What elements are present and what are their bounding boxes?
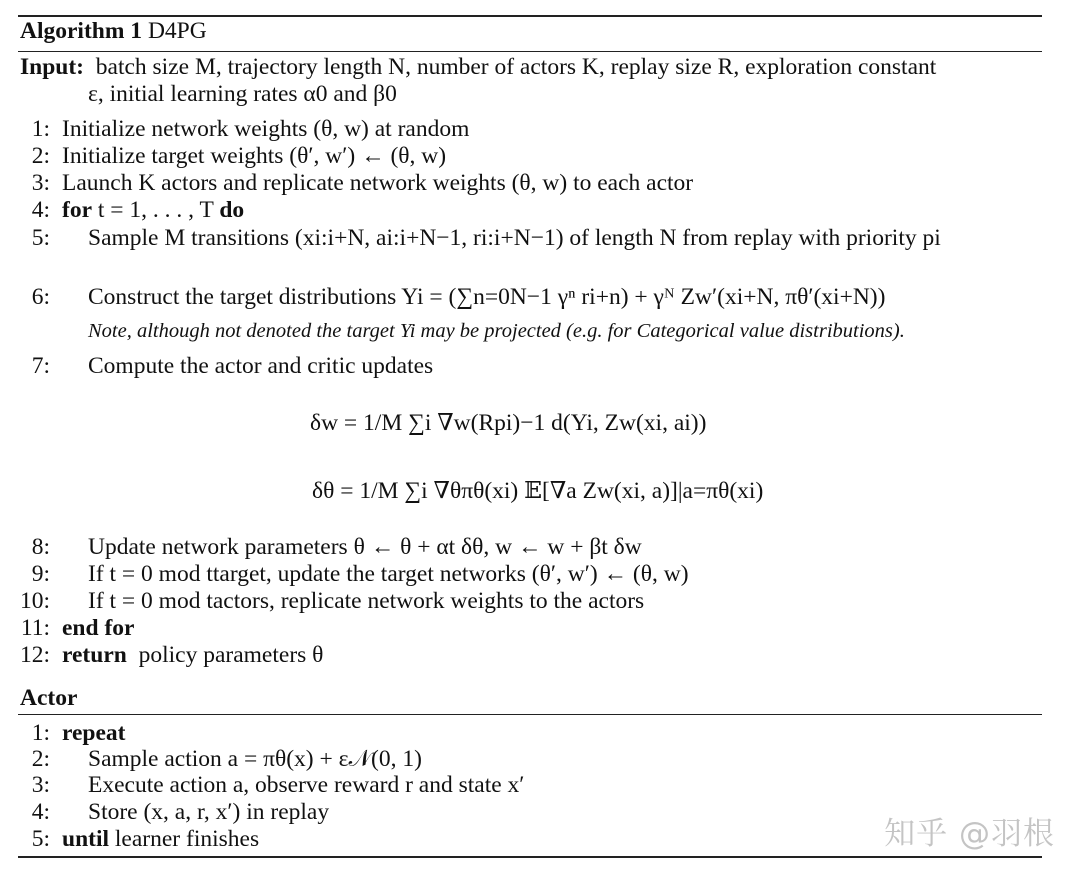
step-4 <box>62 199 244 223</box>
step-8: Update network parameters θ ← θ + αt δθ, w ← w + βt δw <box>88 534 642 560</box>
step-1: Initialize network weights (θ, w) at random <box>62 116 470 142</box>
bottom-rule <box>18 856 1042 858</box>
step-number: 9: <box>31 561 50 587</box>
step-9: If t = 0 mod ttarget, update the target networks (θ′, w′) ← (θ, w) <box>88 561 689 587</box>
step-number: 8: <box>31 534 50 560</box>
header-rule <box>18 51 1042 52</box>
step-number: 4: <box>31 197 50 223</box>
projection-note: Note, although not denoted the target Yi may be projected (e.g. for Categorical value distributions). <box>88 320 905 342</box>
actor-step-5 <box>62 828 259 852</box>
step-10: If t = 0 mod tactors, replicate network weights to the actors <box>88 588 645 614</box>
algorithm-label: Algorithm 1 <box>20 18 143 44</box>
step-number: 3: <box>31 170 50 196</box>
step-number: 3: <box>31 772 50 798</box>
until-condition: learner finishes <box>114 826 260 852</box>
do-keyword: do <box>219 197 245 223</box>
step-number: 2: <box>31 746 50 772</box>
algorithm-header <box>20 20 207 44</box>
critic-update-equation: δw = 1/M ∑i ∇w(Rpi)−1 d(Yi, Zw(xi, ai)) <box>310 410 707 436</box>
step-5: Sample M transitions (xi:i+N, ai:i+N−1, ri:i+N−1) of length N from replay with priority pi <box>88 225 941 251</box>
step-6: Construct the target distributions Yi = (∑n=0N−1 γⁿ ri+n) + γᴺ Zw′(xi+N, πθ′(xi+N)) <box>88 284 886 310</box>
step-number: 1: <box>31 720 50 746</box>
section-rule <box>18 714 1042 715</box>
step-number: 6: <box>31 284 50 310</box>
step-number: 4: <box>31 799 50 825</box>
return-keyword: return <box>62 642 127 668</box>
step-12 <box>62 644 323 668</box>
actor-title: Actor <box>20 685 78 711</box>
step-7: Compute the actor and critic updates <box>88 353 434 379</box>
for-keyword: for <box>62 197 93 223</box>
input-line-1 <box>20 56 936 80</box>
algorithm-name: D4PG <box>147 18 207 44</box>
return-value: policy parameters θ <box>138 642 324 668</box>
repeat-keyword: repeat <box>62 720 126 746</box>
actor-step-3: Execute action a, observe reward r and state x′ <box>88 772 525 798</box>
step-number: 10: <box>20 588 51 614</box>
step-number: 5: <box>31 826 50 852</box>
for-range: t = 1, . . . , T <box>97 197 214 223</box>
actor-step-2: Sample action a = πθ(x) + ε𝒩(0, 1) <box>88 746 422 772</box>
step-number: 1: <box>31 116 50 142</box>
end-for-keyword: end for <box>62 615 135 641</box>
step-2: Initialize target weights (θ′, w′) ← (θ, w) <box>62 143 447 169</box>
step-number: 11: <box>20 615 50 641</box>
until-keyword: until <box>62 826 110 852</box>
step-3: Launch K actors and replicate network weights (θ, w) to each actor <box>62 170 694 196</box>
input-line-2: ε, initial learning rates α0 and β0 <box>88 81 397 107</box>
watermark: 知乎 @羽根 <box>884 816 1055 852</box>
step-number: 7: <box>31 353 50 379</box>
step-number: 2: <box>31 143 50 169</box>
top-rule <box>18 15 1042 17</box>
step-number: 5: <box>31 225 50 251</box>
input-label: Input: <box>20 54 85 80</box>
actor-update-equation: δθ = 1/M ∑i ∇θπθ(xi) 𝔼[∇a Zw(xi, a)]|a=πθ(xi) <box>312 478 764 504</box>
actor-step-4: Store (x, a, r, x′) in replay <box>88 799 330 825</box>
step-number: 12: <box>20 642 51 668</box>
input-line1-text: batch size M, trajectory length N, number of actors K, replay size R, exploration constant <box>95 54 937 80</box>
